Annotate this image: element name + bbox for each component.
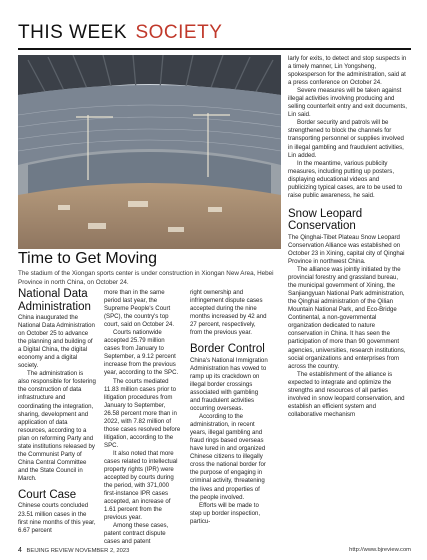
paragraph: Chinese courts concluded 23.51 million cases in the first nine months of this year, 6.67 percent (18, 502, 96, 534)
paragraph: more than in the same period last year, the Supreme People's Court (SPC), the country's top court, said on October 24. (104, 289, 175, 329)
publication-line: BEIJING REVIEW NOVEMBER 2, 2023 (26, 548, 130, 554)
paragraph: The administration is also responsible for fostering the construction of data infrastructure and coordinating the integration, sharing, development and application of data resources, according to a plan on reforming Party and state institutions released by the Communist Party of China Central Committee and the State Council in March. (18, 370, 96, 482)
article-column-4 (288, 55, 407, 419)
paragraph: The Qinghai-Tibet Plateau Snow Leopard Conservation Alliance was established on October 23 in Xining, capital city of Qinghai Province in northwest China. (288, 233, 405, 265)
paragraph: right ownership and infringement dispute cases accepted during the nine months increased by 42 and 27 percent, respectively, from the previous year. (190, 289, 267, 337)
paragraph: According to the administration, in recent years, illegal gambling and fraud rings based overseas have lured in and organized Chinese citizens to illegally cross the national border for the purpose of engaging in criminal activity, threatening the lives and properties of the people involved. (190, 413, 266, 501)
page-number: 4 (18, 547, 22, 554)
paragraph: China inaugurated the National Data Administration on October 25 to advance the planning and building of a Digital China, the digital economy and a digital society. (18, 314, 95, 370)
section-header (18, 22, 411, 46)
paragraph: Border security and patrols will be strengthened to block the channels for transporting personnel or supplies involved in illegal gambling and fraudulent activities, Lin added. (288, 119, 404, 159)
footer-left (18, 547, 129, 554)
article-column-3 (190, 289, 268, 526)
headline-snow-leopard: Snow Leopard Conservation (288, 207, 363, 233)
header-rule (18, 48, 411, 50)
article-column-2 (104, 289, 182, 547)
paragraph: In the meantime, various publicity measures, including putting up posters, displaying educational videos and publicizing typical cases, are to be used to raise public awareness, he said. (288, 159, 403, 199)
header-kicker: THIS WEEK (18, 22, 128, 43)
header-section: SOCIETY (135, 22, 223, 43)
photo-caption: The stadium of the Xiongan sports center is under construction in Xiongan New Area, Hebei Province in north China, on October 24. (18, 270, 274, 286)
paragraph: larly for exits, to detect and stop suspects in a timely manner, Lin Yongsheng, spokesperson for the administration, said at a press conference on October 24. (288, 55, 407, 87)
paragraph: It also noted that more cases related to intellectual property rights (IPR) were accepted by courts during the period, with 371,000 first-instance IPR cases accepted, an increase of 1.61 percent from the previous year. (104, 449, 178, 522)
headline-court-case: Court Case (18, 488, 77, 501)
paragraph: Efforts will be made to step up border inspection, particu- (190, 501, 261, 525)
paragraph: The courts mediated 11.83 million cases prior to litigation procedures from January to September, 26.58 percent more than in 2022, with 7.82 million of those cases resolved before litigation, according to the SPC. (104, 377, 181, 449)
paragraph: Severe measures will be taken against illegal activities involving producing and selling counterfeit entry and exit documents, Lin said. (288, 87, 407, 119)
paragraph: The alliance was jointly initiated by the provincial forestry and grassland bureau, the municipal government of Xining, the Sanjiangyuan National Park administration, the Qinghai administration of the Qilian Mountain National Park, and Eco-Bridge Continental, a non-governmental organization dedicated to nature conservation in China. It has seen the participation of more than 90 government agencies, universities, research institutions, social organizations and enterprises from across the country. (288, 266, 406, 370)
headline-border-control: Border Control (190, 343, 265, 356)
paragraph: The establishment of the alliance is expected to integrate and optimize the strengths and resources of all parties involved in snow leopard conservation, and establish an efficient system and collaborative mechanism (288, 370, 405, 418)
paragraph: Among these cases, patent contract dispute cases and patent (104, 522, 169, 546)
article-column-1 (18, 288, 96, 535)
website-link[interactable]: http://www.bjreview.com (349, 547, 411, 553)
paragraph: Courts nationwide accepted 25.79 million cases from January to September, a 9.12 percent increase from the previous year, according to the SPC. (104, 329, 179, 377)
lead-headline: Time to Get Moving (18, 250, 158, 267)
stadium-photo (18, 55, 281, 249)
paragraph: China's National Immigration Administration has vowed to ramp up its crackdown on illegal border crossings associated with gambling and fraudulent activities occurring overseas. (190, 356, 268, 413)
headline-national-data: National Data Administration (18, 288, 91, 313)
